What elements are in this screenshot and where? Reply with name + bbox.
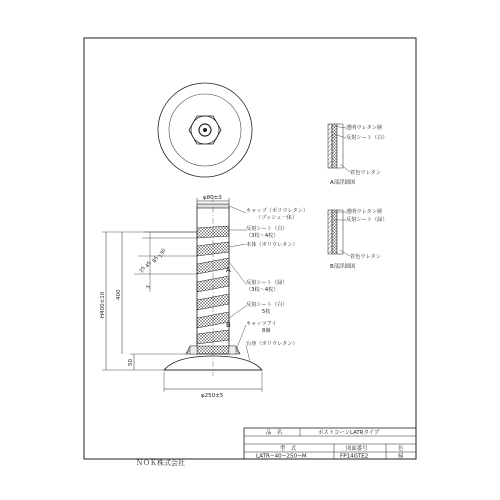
detail-b-layer-clear <box>328 210 332 254</box>
callout-cap: キャップ（ポリウレタン） <box>246 208 309 214</box>
dim-offset: 25 <box>138 265 147 274</box>
callout-base: 台座（ポリウレタン） <box>246 341 298 347</box>
callout-cat-eye: キャッツアイ <box>246 321 277 327</box>
detail-a <box>328 124 350 172</box>
marker-a: A <box>226 266 231 274</box>
marker-b: B <box>226 321 231 329</box>
title-zumen-value: FP14GTE2 <box>340 453 369 460</box>
top-view <box>158 83 252 177</box>
title-katashiki-label: 型 式 <box>280 446 297 452</box>
dim-offset: 5 <box>145 284 153 290</box>
dim-offset: 130 <box>157 247 168 259</box>
detail-b-caption: B部詳細図 <box>330 264 356 270</box>
title-color-label: 色 <box>398 446 404 452</box>
dim-height-400: 400 <box>116 289 122 300</box>
callout-sheet-white: 反射シート（白） <box>246 226 288 232</box>
dim-offset: 45 <box>144 260 153 269</box>
detail-b-layer-sheet <box>332 210 337 254</box>
title-hinmei-value: ポストコーンLATRタイプ <box>318 430 380 436</box>
detail-a-layer3: 着色ウレタン <box>350 170 381 176</box>
title-hinmei-label: 品 名 <box>266 430 283 436</box>
detail-b-layer2: 反射シート（緑） <box>346 217 388 223</box>
callout-cap-sub: （プッシュ一体） <box>256 215 298 221</box>
dim-top-dia: φ80±3 <box>203 195 222 201</box>
callout-sheet-green-qty: （3枚〜4枚） <box>246 287 279 293</box>
detail-b-layer-color <box>337 210 343 254</box>
title-katashiki-value: LATR−40−250−M <box>256 453 307 460</box>
dim-base-dia: φ250±5 <box>201 393 224 399</box>
detail-b-layer3: 着色ウレタン <box>350 254 381 260</box>
callout-body: 本体（ポリウレタン） <box>246 242 298 248</box>
callout-sheet-green: 反射シート（緑） <box>246 280 288 286</box>
cat-eye <box>229 346 236 354</box>
callout-sheet-white-qty: （3枚〜4枚） <box>246 233 279 239</box>
dim-base-height: 50 <box>128 359 134 366</box>
dim-offset: 85 <box>151 255 160 264</box>
detail-a-layer-clear <box>328 124 332 168</box>
callout-sheet-white2: 反射シート（白） <box>246 302 288 308</box>
detail-a-caption: A部詳細図 <box>330 180 356 186</box>
callout-cat-eye-qty: 8個 <box>262 328 271 334</box>
detail-a-layer1: 透明ウレタン層 <box>346 125 383 131</box>
detail-a-layer2: 反射シート（白） <box>346 135 388 141</box>
company-name: ＮＯＫ株式会社 <box>136 459 185 467</box>
title-color-value: 緑 <box>398 453 404 460</box>
detail-b-layer1: 透明ウレタン層 <box>346 209 383 215</box>
callout-sheet-white2-qty: 5枚 <box>262 309 271 315</box>
title-zumen-label: 図面番号 <box>346 446 368 452</box>
center-point <box>203 128 207 132</box>
cat-eye <box>190 346 197 354</box>
detail-a-layer-sheet <box>332 124 337 168</box>
sheet-border <box>84 38 416 459</box>
dim-total-height: H400±10 <box>100 291 106 318</box>
front-view <box>164 196 262 376</box>
detail-a-layer-color <box>337 124 343 168</box>
